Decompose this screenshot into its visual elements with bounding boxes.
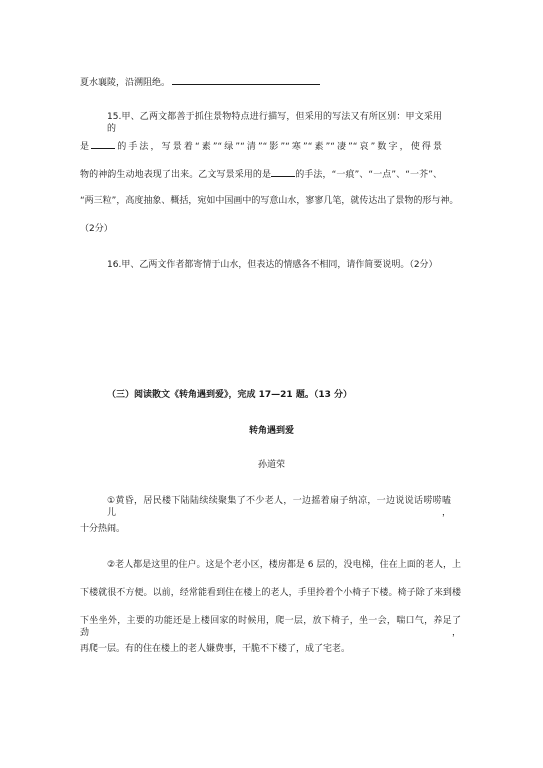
paragraph-2-line-1-text: ②老人都是这里的住户。这是个老小区，楼房都是 6 层的，没电梯，住在上面的老人，上 [107,560,461,570]
paragraph-2-line-3 [80,615,461,639]
q15-line-3-text: 物的神韵生动地表现了出来。乙文写景采用的是 [80,170,272,180]
paragraph-1-line-1-text: ①黄昏，居民楼下陆陆续续聚集了不少老人，一边摇着扇子纳凉，一边说说话唠唠嗑儿， [107,496,451,518]
q15-line-2-before: 是 [80,142,92,152]
paragraph-1-line-1 [107,495,451,519]
q15-line-4-text: “两三粒”，高度抽象、概括，宛如中国画中的写意山水，寥寥几笔，就传达出了景物的形与神。 [80,196,459,206]
q14-tail-line [80,75,320,89]
q15-line-4 [80,195,458,207]
section-3-heading [107,389,352,401]
q16-line [107,259,438,271]
q15-score-line [80,223,113,235]
q15-line-2 [80,139,442,153]
q15-line-1-text: 15.甲、乙两文都善于抓住景物特点进行描写，但采用的写法又有所区别：甲文采用的 [107,112,442,134]
q16-text: 16.甲、乙两文作者都寄情于山水，但表达的情感各不相同，请作简要说明。（2分） [107,260,438,270]
paragraph-2-line-2-text: 下楼就很不方便。以前，经常能看到住在楼上的老人，手里拎着个小椅子下楼。椅子除了来到楼 [80,588,461,598]
article-title-text: 转角遇到爱 [248,426,294,436]
q14-answer-blank[interactable] [172,75,320,85]
paragraph-2-line-3-text: 下坐坐外，主要的功能还是上楼回家的时候用，爬一层，放下椅子，坐一会，喘口气，养足了劲， [80,616,461,638]
q15-line-3-after: 的手法，“一痕”、“一点”、“一芥”、 [295,170,442,180]
article-title [0,425,543,437]
q15-score: （2分） [80,224,113,234]
paragraph-2-line-4 [80,643,350,655]
paragraph-2-line-1 [107,559,461,571]
section-3-heading-text: （三）阅读散文《转角遇到爱》，完成 17—21 题。（13 分） [107,390,352,400]
q14-tail-text: 夏水襄陵，沿溯阻绝。 [80,78,171,88]
q15-blank-2[interactable] [271,167,295,177]
article-author-text: 孙道荣 [257,460,285,470]
paragraph-2-line-2 [80,587,461,599]
q15-line-1 [107,111,442,135]
q15-line-2-after: 的手法，写景着“素”“绿”“清”“影”“寒”“素”“凄”“哀”数字，使得景 [115,142,442,152]
article-author [0,459,543,471]
paragraph-2-line-4-text: 再爬一层。有的住在楼上的老人嫌费事，干脆不下楼了，成了宅老。 [80,644,351,654]
q15-blank-1[interactable] [91,139,115,149]
paragraph-1-line-2-text: 十分热闹。 [80,524,126,534]
q15-line-3 [80,167,442,181]
paragraph-1-line-2 [80,523,125,535]
